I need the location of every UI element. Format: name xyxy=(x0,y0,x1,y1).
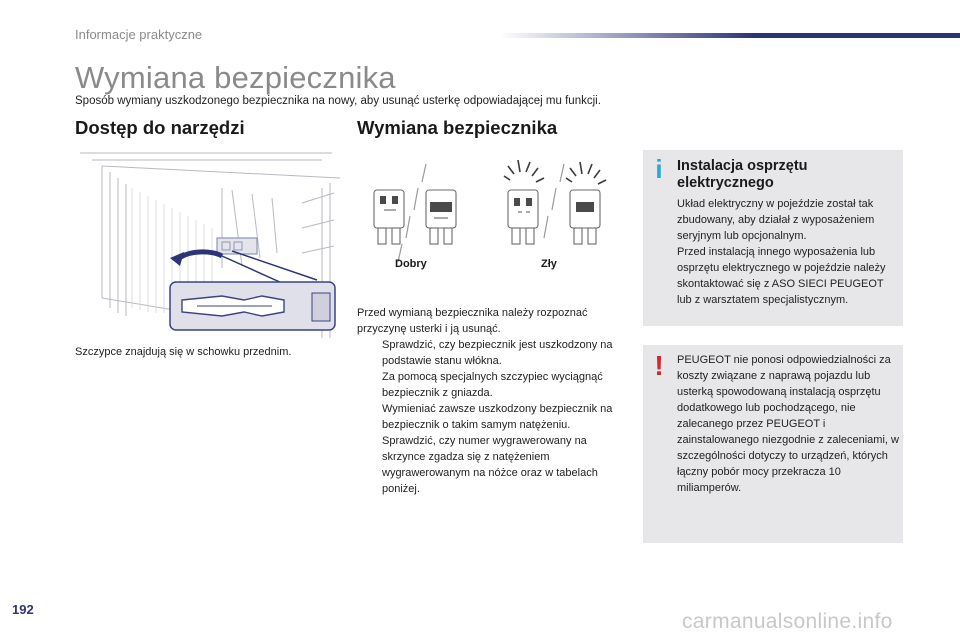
list-item: Za pomocą specjalnych szczypiec wyciągnąć bezpiecznik z gniazda. xyxy=(382,371,603,399)
list-item: Sprawdzić, czy numer wygrawerowany na skrzynce zgadza się z natężeniem wygrawerowanym na nóżce oraz w tabelach poniżej. xyxy=(382,435,598,495)
tools-access-heading: Dostęp do narzędzi xyxy=(75,117,245,138)
list-item: Wymieniać zawsze uszkodzony bezpiecznik na bezpiecznik o takim samym natężeniu. xyxy=(382,403,613,431)
fuse-intro: Przed wymianą bezpiecznika należy rozpoznać przyczynę usterki i ją usunąć. xyxy=(357,307,588,335)
fuse-steps-list xyxy=(357,337,627,497)
warning-icon: ! xyxy=(654,350,664,381)
warning-box-text: PEUGEOT nie ponosi odpowiedzialności za koszty związane z naprawą pojazdu lub usterką spowodowaną instalacją osprzętu dodatkowego lub pochodzącego, nie zalecanego przez PEUGEOT i zainstalowanego niezgodnie z zaleceniami, w szczególności dotyczy to urządzeń, których łączny pobór mocy przekracza 10 miliamperów. xyxy=(677,354,899,494)
tools-caption: Szczypce znajdują się w schowku przednim. xyxy=(75,346,292,358)
page-number: 192 xyxy=(12,602,34,617)
fuse-instructions xyxy=(357,305,627,497)
section-label: Informacje praktyczne xyxy=(75,27,203,42)
glovebox-illustration xyxy=(72,148,340,338)
fuse-replacement-heading: Wymiana bezpiecznika xyxy=(357,117,558,138)
list-item: Sprawdzić, czy bezpiecznik jest uszkodzony na podstawie stanu włókna. xyxy=(382,339,613,367)
info-icon: i xyxy=(655,154,663,184)
fuse-bad-label: Zły xyxy=(541,258,557,270)
header-rule xyxy=(500,33,960,38)
fuse-good-label: Dobry xyxy=(395,258,427,270)
watermark: carmanualsonline.info xyxy=(682,610,893,633)
page-title: Wymiana bezpiecznika xyxy=(75,60,396,95)
info-box-title: Instalacja osprzętu elektrycznego xyxy=(677,158,808,191)
info-box-text: Układ elektryczny w pojeździe został tak zbudowany, aby działał z wyposażeniem seryjnym lub opcjonalnym. Przed instalacją innego wyposażenia lub osprzętu elektrycznego w pojeździe należy skontaktować się z ASO SIECI PEUGEOT lub z warsztatem specjalistycznym. xyxy=(677,198,886,306)
page-subtitle: Sposób wymiany uszkodzonego bezpiecznika na nowy, aby usunąć usterkę odpowiadającej mu funkcji. xyxy=(75,95,601,107)
